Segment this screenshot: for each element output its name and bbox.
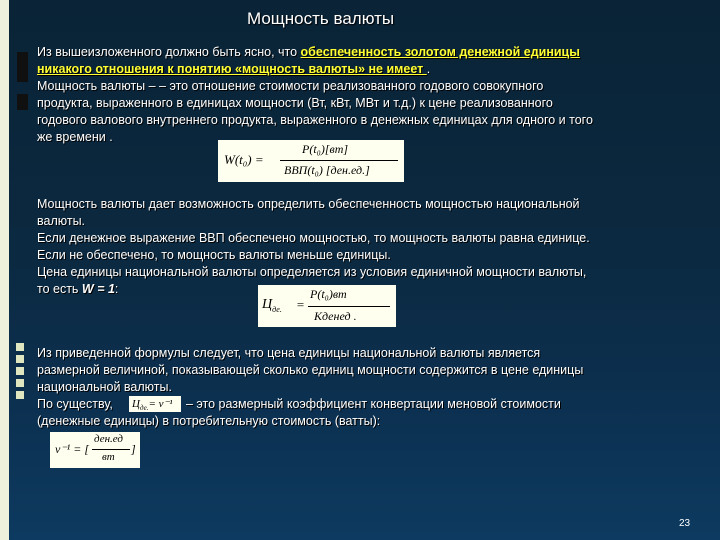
formula4-fraction-bar bbox=[92, 449, 130, 450]
paragraph1-line3: Мощность валюты – – это отношение стоимости реализованного годового совокупного bbox=[37, 79, 544, 93]
paragraph2-line2: валюты. bbox=[37, 214, 86, 228]
decor-square-dark bbox=[17, 52, 28, 82]
paragraph1-line2-suffix: . bbox=[426, 62, 431, 76]
paragraph1-highlight-1: обеспеченность золотом денежной единицы bbox=[300, 45, 580, 59]
paragraph1-line1 bbox=[37, 44, 580, 61]
formula1-denominator: ВВП(t₀) [ден.ед.] bbox=[284, 163, 370, 177]
paragraph1-highlight-2: никакого отношения к понятию «мощность валюты» не имеет bbox=[37, 62, 427, 76]
formula2-lhs-symbol: Ц bbox=[262, 297, 273, 312]
formula-inline-conversion bbox=[129, 396, 181, 412]
formula1-fraction-bar bbox=[280, 160, 398, 161]
paragraph1-line4: продукта, выраженного в единицах мощности (Вт, кВт, МВт и т.д.) к цене реализованного bbox=[37, 96, 553, 110]
formula4-numerator: ден.ед bbox=[94, 433, 123, 445]
paragraph2-line6 bbox=[37, 281, 118, 298]
left-decor-bar bbox=[0, 0, 9, 540]
page-number: 23 bbox=[679, 518, 691, 529]
formula4-denominator: вт bbox=[102, 451, 115, 463]
formula2-numerator: P(t₀)вт bbox=[310, 287, 347, 301]
formula2-fraction-bar bbox=[308, 306, 390, 307]
slide-title: Мощность валюты bbox=[247, 9, 395, 28]
paragraph3-line4-prefix: По существу, bbox=[37, 397, 113, 411]
formula-unit-price bbox=[258, 285, 396, 327]
paragraph3-line3: национальной валюты. bbox=[37, 380, 172, 394]
formula-conversion-coefficient bbox=[50, 432, 140, 468]
condition-formula: W = 1 bbox=[81, 282, 115, 296]
formula1-lhs: W(t₀) = bbox=[224, 152, 264, 167]
formula1-numerator: P(t₀)[вт] bbox=[302, 142, 349, 156]
paragraph3-line5: (денежные единицы) в потребительную стоимость (ватты): bbox=[37, 414, 381, 428]
formula2-equals: = bbox=[296, 297, 305, 312]
formula3-sub: де. bbox=[139, 404, 149, 413]
decor-square-light bbox=[16, 355, 24, 363]
paragraph2-line1: Мощность валюты дает возможность определить обеспеченность мощностью национальной bbox=[37, 197, 580, 211]
paragraph1-line5: годового валового внутреннего продукта, выраженного в денежных единицах для одного и того bbox=[37, 113, 593, 127]
decor-square-light bbox=[16, 391, 24, 399]
formula4-close: ] bbox=[131, 442, 136, 456]
decor-square-light bbox=[16, 343, 24, 351]
paragraph3-line4-suffix: – это размерный коэффициент конвертации меновой стоимости bbox=[186, 397, 561, 411]
formula3-rhs: = v⁻¹ bbox=[148, 398, 173, 410]
paragraph2-line6-suffix: : bbox=[114, 282, 119, 296]
paragraph3-line2: размерной величиной, показывающей сколько единиц мощности содержится в цене единицы bbox=[37, 363, 584, 377]
decor-square-light bbox=[16, 379, 24, 387]
paragraph1-line6: же времени . bbox=[37, 130, 113, 144]
paragraph1-line1-prefix: Из вышеизложенного должно быть ясно, что bbox=[37, 45, 301, 59]
formula3-symbol: Ц bbox=[132, 398, 140, 410]
paragraph1-line2 bbox=[37, 61, 430, 78]
formula2-lhs-sub: де. bbox=[272, 304, 282, 314]
formula-currency-power bbox=[218, 140, 404, 182]
formula4-lhs: v⁻¹ = [ bbox=[55, 442, 90, 456]
paragraph2-line5: Цена единицы национальной валюты определяется из условия единичной мощности валюты, bbox=[37, 265, 587, 279]
paragraph2-line4: Если не обеспечено, то мощность валюты меньше единицы. bbox=[37, 248, 391, 262]
paragraph2-line6-prefix: то есть bbox=[37, 282, 82, 296]
formula3-text bbox=[132, 397, 173, 412]
formula2-denominator: Кденед . bbox=[314, 309, 357, 323]
paragraph2-line3: Если денежное выражение ВВП обеспечено мощностью, то мощность валюты равна единице. bbox=[37, 231, 590, 245]
paragraph3-line1: Из приведенной формулы следует, что цена единицы национальной валюты является bbox=[37, 346, 541, 360]
decor-square-dark bbox=[17, 94, 28, 110]
formula2-lhs bbox=[262, 297, 282, 314]
decor-square-light bbox=[16, 367, 24, 375]
